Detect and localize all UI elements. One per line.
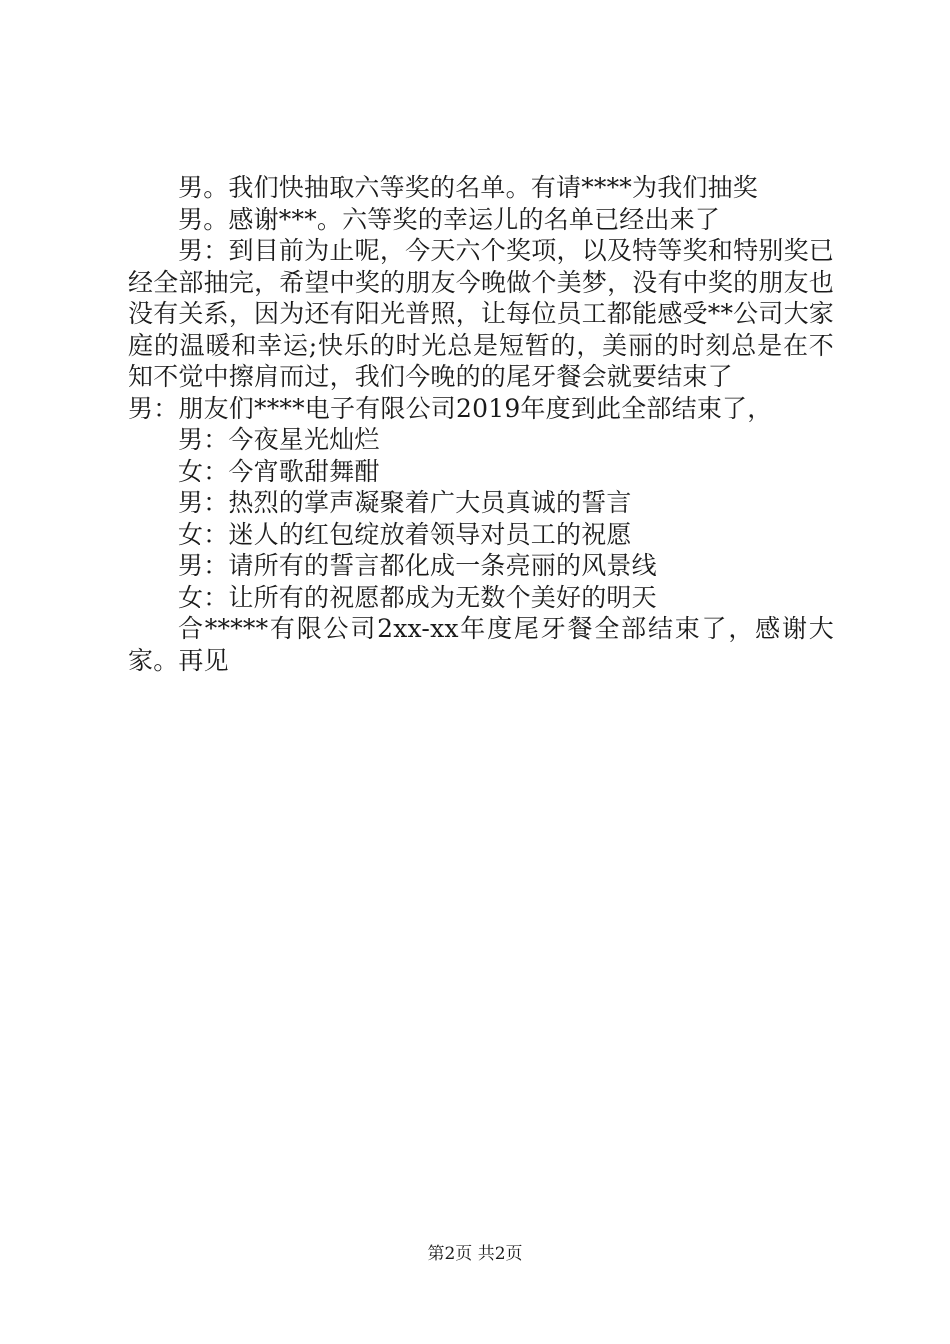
- paragraph-line-female-3: 女：让所有的祝愿都成为无数个美好的明天: [178, 582, 657, 612]
- document-body: [128, 172, 834, 676]
- page-footer: [0, 1242, 950, 1266]
- paragraph-joint-farewell: 合*****有限公司2xx-xx年度尾牙餐全部结束了，感谢大家。再见: [128, 614, 834, 675]
- page-number-label: 第2页 共2页: [427, 1244, 523, 1264]
- paragraph-line-female-1: 女：今宵歌甜舞酣: [178, 456, 380, 486]
- paragraph-draw-sixth-prize: 男。我们快抽取六等奖的名单。有请****为我们抽奖: [178, 173, 759, 202]
- paragraph-closing-remarks: 男：到目前为止呢，今天六个奖项，以及特等奖和特别奖已经全部抽完，希望中奖的朋友今晚做个美梦，没有中奖的朋友也没有关系，因为还有阳光普照，让每位员工都能感受**公司大家庭的温暖和幸运;快乐的时光总是短暂的，美丽的时刻总是在不知不觉中擦肩而过，我们今晚的的尾牙餐会就要结束了: [128, 236, 834, 391]
- paragraph-line-male-3: 男：请所有的誓言都化成一条亮丽的风景线: [178, 551, 657, 580]
- paragraph-company-year-end: 男：朋友们****电子有限公司2019年度到此全部结束了，: [128, 393, 773, 423]
- paragraph-line-female-2: 女：迷人的红包绽放着领导对员工的祝愿: [178, 519, 632, 549]
- paragraph-line-male-1: 男：今夜星光灿烂: [178, 425, 380, 454]
- paragraph-thanks-winners: 男。感谢***。六等奖的幸运儿的名单已经出来了: [178, 204, 721, 234]
- paragraph-line-male-2: 男：热烈的掌声凝聚着广大员真诚的誓言: [178, 488, 632, 517]
